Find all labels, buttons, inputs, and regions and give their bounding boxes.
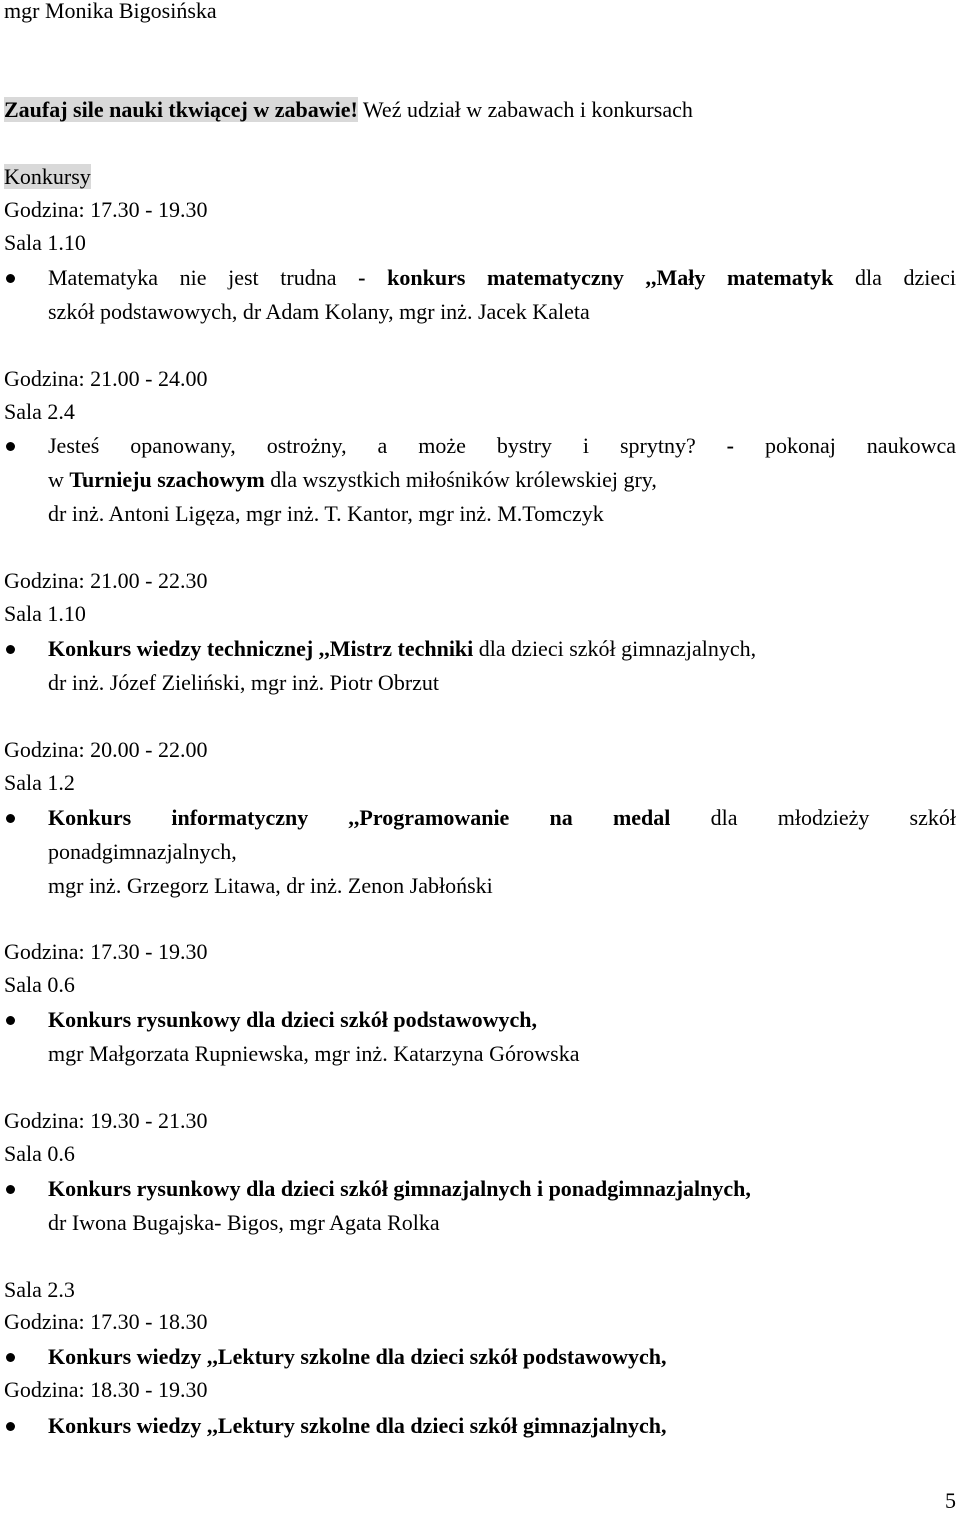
intro-rest: Weź udział w zabawach i konkursach [357,97,693,122]
block-room: Sala 1.2 [4,770,75,795]
block-time: Godzina: 20.00 - 22.00 [4,737,208,762]
block-time: Godzina: 17.30 - 19.30 [4,197,208,222]
bullet-icon [6,442,15,451]
list-item: Konkurs rysunkowy dla dzieci szkół podstawowych, mgr Małgorzata Rupniewska, mgr inż. Katarzyna Górowska [48,1007,580,1066]
block-room: Sala 1.10 [4,601,86,626]
block-room: Sala 1.10 [4,230,86,255]
list-item: Konkurs rysunkowy dla dzieci szkół gimnazjalnych i ponadgimnazjalnych, dr Iwona Bugajska- Bigos, mgr Agata Rolka [48,1176,751,1235]
page-number: 5 [945,1488,956,1513]
list-item: Konkurs wiedzy ,,Lektury szkolne dla dzieci szkół podstawowych, [48,1344,667,1369]
author: mgr Monika Bigosińska [4,0,217,23]
block-room: Sala 0.6 [4,1141,75,1166]
bullet-icon [6,1422,15,1431]
block-time: Godzina: 21.00 - 22.30 [4,568,208,593]
block-room: Sala 0.6 [4,972,75,997]
list-item: Konkurs wiedzy ,,Lektury szkolne dla dzieci szkół gimnazjalnych, [48,1413,667,1438]
bullet-icon [6,1016,15,1025]
bullet-icon [6,1353,15,1362]
block-room: Sala 2.3 [4,1277,75,1302]
block-time: Godzina: 19.30 - 21.30 [4,1108,208,1133]
block-time: Godzina: 17.30 - 19.30 [4,939,208,964]
bullet-icon [6,1185,15,1194]
block-time: Godzina: 18.30 - 19.30 [4,1377,208,1402]
bullet-icon [6,645,15,654]
block-time: Godzina: 21.00 - 24.00 [4,366,208,391]
list-item: Matematyka nie jest trudna - konkurs matematyczny ,,Mały matematyk dla dzieci szkół podstawowych, dr Adam Kolany, mgr inż. Jacek Kaleta [48,265,957,324]
list-item: Konkurs informatyczny ,,Programowanie na medal dla młodzieży szkół ponadgimnazjalnych, mgr inż. Grzegorz Litawa, dr inż. Zenon Jabłoński [48,805,956,898]
bullet-icon [6,274,15,283]
block-time: Godzina: 17.30 - 18.30 [4,1309,208,1334]
section-title: Konkursy [4,164,91,189]
intro-bold: Zaufaj sile nauki tkwiącej w zabawie! [4,97,358,122]
list-item: Jesteś opanowany, ostrożny, a może bystry i sprytny? - pokonaj naukowca w Turnieju szachowym dla wszystkich miłośników królewskiej gry, dr inż. Antoni Ligęza, mgr inż. T. Kantor, mgr inż. M.Tomczyk [48,433,956,526]
list-item: Konkurs wiedzy technicznej ,,Mistrz techniki dla dzieci szkół gimnazjalnych, dr inż. Józef Zieliński, mgr inż. Piotr Obrzut [48,636,757,695]
bullet-icon [6,814,15,823]
block-room: Sala 2.4 [4,399,75,424]
intro-line [4,93,693,127]
